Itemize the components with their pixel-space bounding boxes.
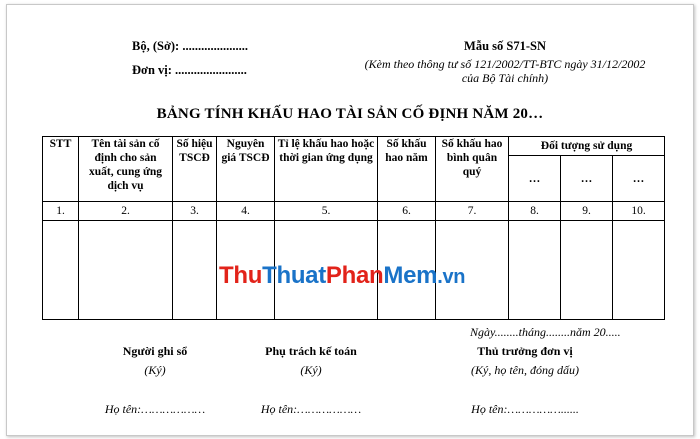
head-sign: (Ký, họ tên, đóng dấu) xyxy=(471,363,579,377)
table-cell xyxy=(613,221,665,320)
column-number: 6. xyxy=(378,202,436,221)
column-number: 9. xyxy=(561,202,613,221)
column-number: 1. xyxy=(43,202,79,221)
ministry-line: Bộ, (Sở): ..................... xyxy=(132,39,248,53)
column-number: 8. xyxy=(509,202,561,221)
accountant-sign: (Ký) xyxy=(300,363,322,377)
column-number: 10. xyxy=(613,202,665,221)
accountant-name: Họ tên:……………… xyxy=(260,402,362,416)
col-asset-code-header: Số hiệu TSCĐ xyxy=(173,137,217,202)
form-code: Mẫu số S71-SN xyxy=(464,39,546,53)
recorder-sign: (Ký) xyxy=(144,363,166,377)
unit-line: Đơn vị: ....................... xyxy=(132,63,247,77)
table-cell xyxy=(561,221,613,320)
head-title: Thủ trưởng đơn vị xyxy=(477,344,573,358)
watermark-part: Thuat xyxy=(262,262,326,289)
col-rate-header: Tỉ lệ khấu hao hoặc thời gian ứng dụng xyxy=(275,137,378,202)
table-cell xyxy=(173,221,217,320)
column-number: 3. xyxy=(173,202,217,221)
watermark-part: Mem xyxy=(383,262,438,289)
table-cell xyxy=(509,221,561,320)
table-cell xyxy=(79,221,173,320)
document-title: BẢNG TÍNH KHẤU HAO TÀI SẢN CỐ ĐỊNH NĂM 20… xyxy=(156,106,544,122)
column-number: 2. xyxy=(79,202,173,221)
usage-sub-header: … xyxy=(613,156,665,202)
accountant-title: Phụ trách kế toán xyxy=(265,344,357,358)
recorder-name: Họ tên:……………… xyxy=(104,402,206,416)
usage-sub-header: … xyxy=(561,156,613,202)
column-number: 5. xyxy=(275,202,378,221)
column-number: 4. xyxy=(217,202,275,221)
date-line: Ngày........tháng........năm 20..... xyxy=(470,325,621,339)
usage-sub-header: … xyxy=(509,156,561,202)
circular-line-2: của Bộ Tài chính) xyxy=(461,71,549,85)
watermark-part: Phan xyxy=(325,262,384,289)
column-number-row xyxy=(43,202,665,221)
col-usage-group-header: Đối tượng sử dụng xyxy=(509,137,665,156)
column-number: 7. xyxy=(436,202,509,221)
header-row xyxy=(43,137,665,156)
depreciation-table xyxy=(42,136,665,320)
recorder-title: Người ghi sổ xyxy=(122,344,188,358)
col-original-cost-header: Nguyên giá TSCĐ xyxy=(217,137,275,202)
head-name: Họ tên:……………...... xyxy=(471,402,579,416)
watermark-part: .vn xyxy=(437,266,466,288)
site-watermark xyxy=(219,262,465,290)
col-annual-dep-header: Số khấu hao năm xyxy=(378,137,436,202)
col-quarterly-dep-header: Số khấu hao bình quân quý xyxy=(436,137,509,202)
watermark-part: Thu xyxy=(219,262,263,289)
table-cell xyxy=(43,221,79,320)
col-asset-name-header: Tên tài sản cố định cho sản xuất, cung ứng dịch vụ xyxy=(79,137,173,202)
circular-line-1: (Kèm theo thông tư số 121/2002/TT-BTC ngày 31/12/2002 xyxy=(364,57,646,71)
col-stt-header: STT xyxy=(43,137,79,202)
